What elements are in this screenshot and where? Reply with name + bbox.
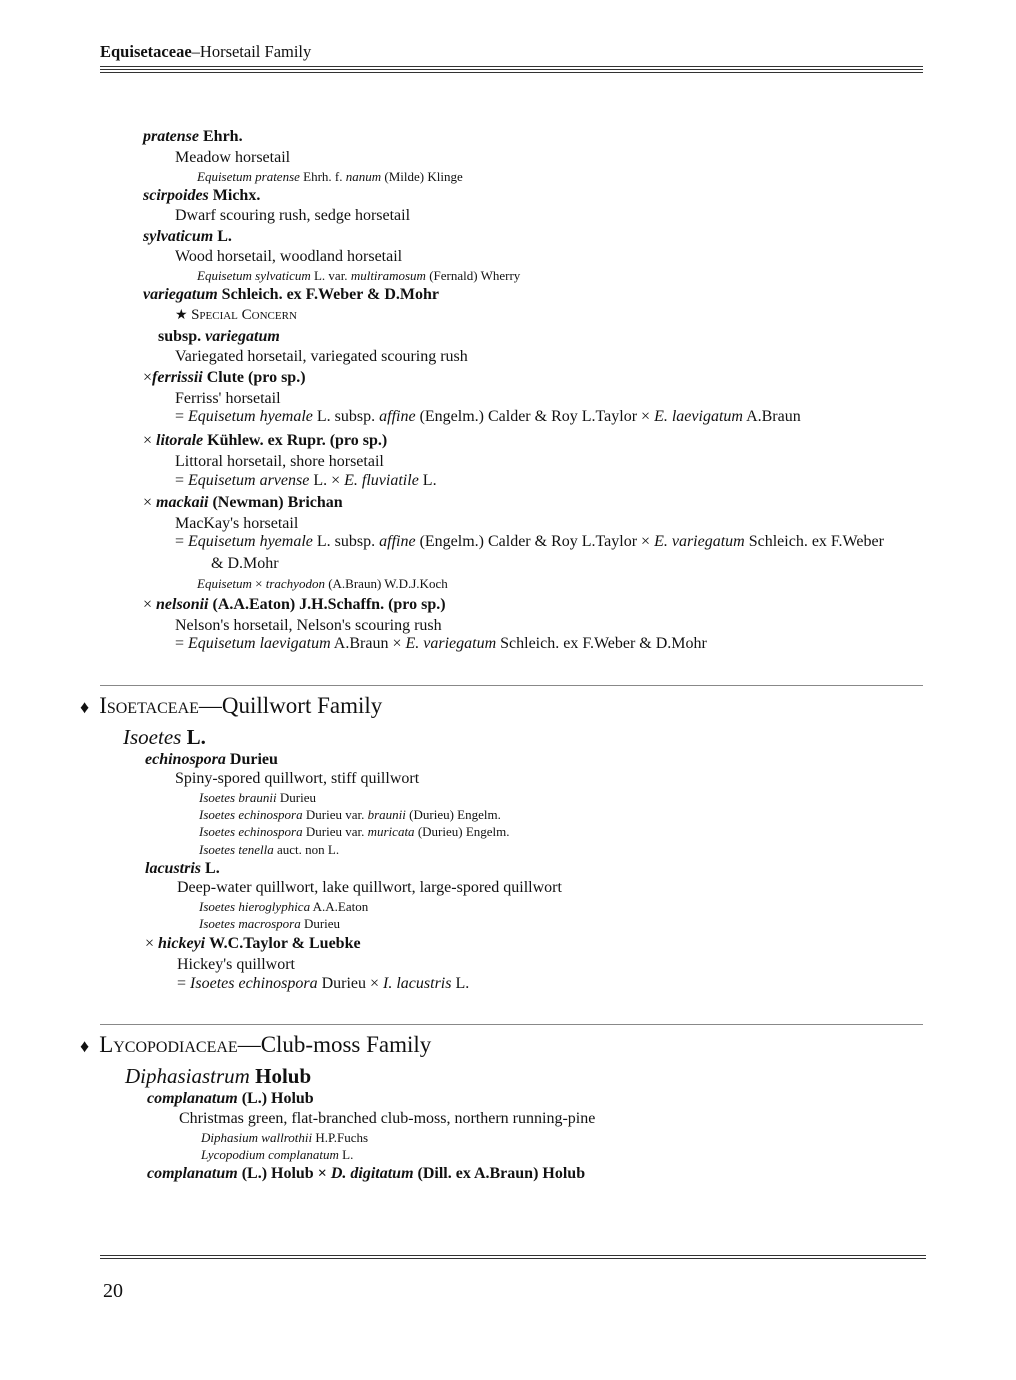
taxon-line: ×ferrissii Clute (pro sp.) <box>143 369 306 386</box>
running-header <box>100 42 311 62</box>
common-name: Christmas green, flat-branched club-moss, northern running-pine <box>179 1110 596 1127</box>
header-family-name: Equisetaceae <box>100 42 192 61</box>
equation-line: = Equisetum laevigatum A.Braun × E. variegatum Schleich. ex F.Weber & D.Mohr <box>175 635 707 652</box>
taxon-line: sylvaticum L. <box>143 228 232 245</box>
taxon-line: complanatum (L.) Holub × D. digitatum (Dill. ex A.Braun) Holub <box>147 1165 586 1182</box>
header-rule-1 <box>100 66 923 67</box>
taxon-line: × hickeyi W.C.Taylor & Luebke <box>145 935 361 952</box>
synonym-line: Diphasium wallrothii H.P.Fuchs <box>201 1130 369 1145</box>
equation-line: = Isoetes echinospora Durieu × I. lacustris L. <box>177 975 470 992</box>
taxon-line: complanatum (L.) Holub <box>147 1090 314 1107</box>
common-name: Littoral horsetail, shore horsetail <box>175 453 384 470</box>
common-name: Ferriss' horsetail <box>175 390 281 407</box>
page-number: 20 <box>103 1280 123 1302</box>
common-name: Wood horsetail, woodland horsetail <box>175 248 403 265</box>
common-name: MacKay's horsetail <box>175 515 299 532</box>
header-rule-3 <box>100 72 923 73</box>
taxon-line: variegatum Schleich. ex F.Weber & D.Mohr <box>143 286 439 303</box>
common-name: Spiny-spored quillwort, stiff quillwort <box>175 770 420 787</box>
synonym-line: Equisetum pratense Ehrh. f. nanum (Milde) Klinge <box>197 169 463 184</box>
common-name: Hickey's quillwort <box>177 956 295 973</box>
equation-line: = Equisetum hyemale L. subsp. affine (Engelm.) Calder & Roy L.Taylor × E. variegatum Schleich. ex F.Weber <box>175 533 884 550</box>
taxon-line: lacustris L. <box>145 860 220 877</box>
footer-rule-2 <box>100 1258 926 1259</box>
synonym-line: Equisetum sylvaticum L. var. multiramosum (Fernald) Wherry <box>197 268 521 283</box>
subspecies-line: subsp. variegatum <box>158 328 280 345</box>
synonym-line: Equisetum × trachyodon (A.Braun) W.D.J.Koch <box>197 576 448 591</box>
synonym-line: Isoetes braunii Durieu <box>199 790 316 805</box>
synonym-line: Isoetes echinospora Durieu var. braunii (Durieu) Engelm. <box>199 807 501 822</box>
section-divider <box>100 685 923 686</box>
conservation-status: ★ Special Concern <box>175 307 297 323</box>
synonym-line: Isoetes hieroglyphica A.A.Eaton <box>199 899 369 914</box>
common-name: Meadow horsetail <box>175 149 291 166</box>
common-name: Nelson's horsetail, Nelson's scouring rush <box>175 617 442 634</box>
equation-line: = Equisetum hyemale L. subsp. affine (Engelm.) Calder & Roy L.Taylor × E. laevigatum A.Braun <box>175 408 801 425</box>
equation-continuation: & D.Mohr <box>211 555 279 572</box>
family-heading-isoetaceae: ♦ Isoetaceae—Quillwort Family <box>80 693 383 718</box>
footer-rule-1 <box>100 1255 926 1256</box>
taxon-line: × litorale Kühlew. ex Rupr. (pro sp.) <box>143 432 388 449</box>
synonym-line: Isoetes tenella auct. non L. <box>199 842 340 857</box>
taxon-line: scirpoides Michx. <box>143 187 261 204</box>
equation-line: = Equisetum arvense L. × E. fluviatile L. <box>175 472 437 489</box>
header-rule-2 <box>100 69 923 70</box>
synonym-line: Isoetes macrospora Durieu <box>199 916 341 931</box>
taxon-line: echinospora Durieu <box>145 751 278 768</box>
star-icon: ★ <box>175 308 188 323</box>
common-name: Deep-water quillwort, lake quillwort, large-spored quillwort <box>177 879 562 896</box>
diamond-bullet-icon: ♦ <box>80 1036 90 1056</box>
header-family-common: –Horsetail Family <box>191 42 312 61</box>
section-divider <box>100 1024 923 1025</box>
common-name: Dwarf scouring rush, sedge horsetail <box>175 207 411 224</box>
taxon-line: × mackaii (Newman) Brichan <box>143 494 343 511</box>
genus-heading: Isoetes L. <box>123 725 206 749</box>
taxon-line: pratense Ehrh. <box>143 128 243 145</box>
family-heading-lycopodiaceae: ♦ Lycopodiaceae—Club-moss Family <box>80 1032 432 1057</box>
diamond-bullet-icon: ♦ <box>80 697 90 717</box>
synonym-line: Lycopodium complanatum L. <box>201 1147 354 1162</box>
taxon-line: × nelsonii (A.A.Eaton) J.H.Schaffn. (pro sp.) <box>143 596 446 613</box>
common-name: Variegated horsetail, variegated scouring rush <box>175 348 468 365</box>
synonym-line: Isoetes echinospora Durieu var. muricata (Durieu) Engelm. <box>199 824 510 839</box>
genus-heading: Diphasiastrum Holub <box>125 1064 312 1088</box>
